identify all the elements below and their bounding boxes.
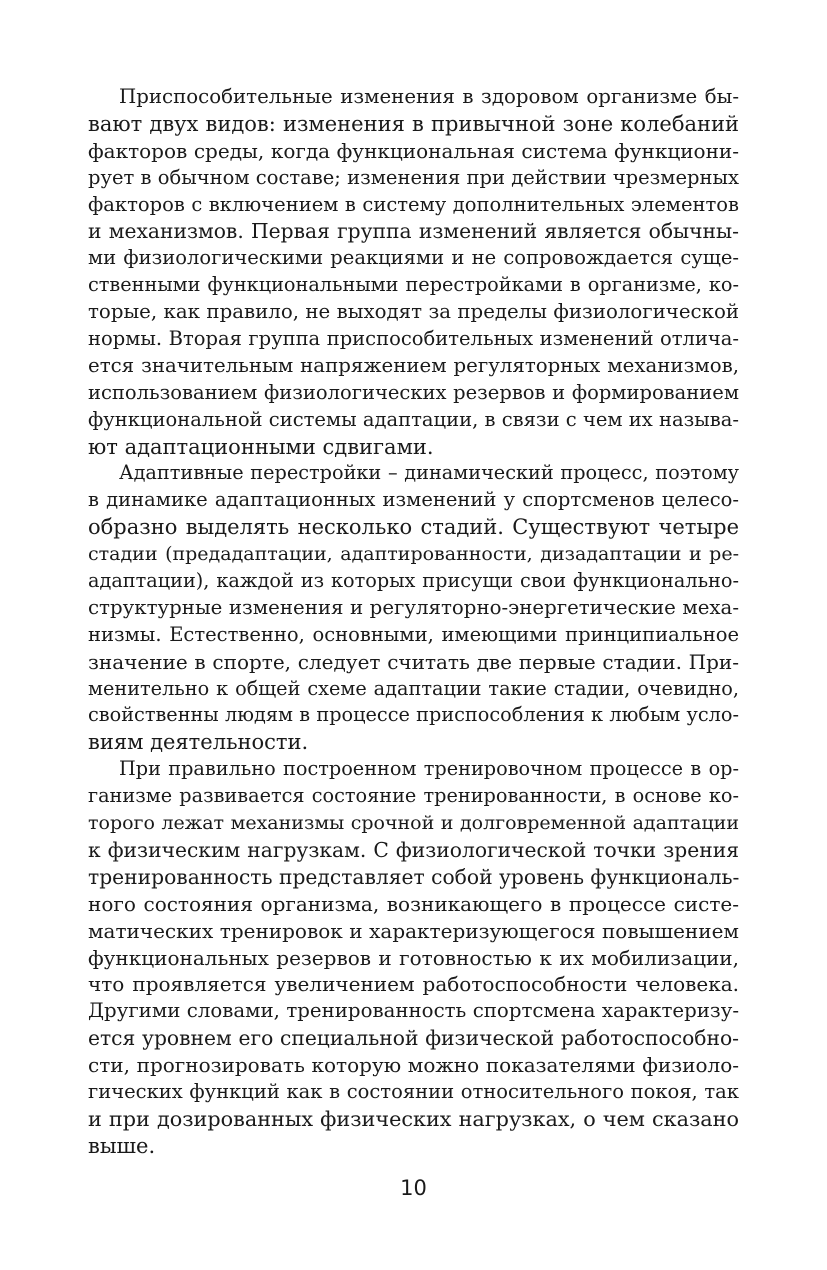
text-line: выше.	[88, 1133, 156, 1158]
text-line: стадии (предадаптации, адаптированности, дизадаптации и ре-	[88, 543, 739, 566]
text-line: и при дозированных физических нагрузках, о чем сказано	[88, 1106, 739, 1131]
text-line: менительно к общей схеме адаптации такие стадии, очевидно,	[88, 676, 739, 700]
text-line: При правильно построенном тренировочном процессе в ор-	[119, 757, 739, 781]
text-line: матических тренировок и характеризующегося повышением	[88, 918, 739, 943]
text-line: ного состояния организма, возникающего в процессе систе-	[88, 891, 739, 916]
text-line: торые, как правило, не выходят за пределы физиологической	[88, 300, 739, 324]
text-line: функциональной системы адаптации, в связи с чем их называ-	[88, 407, 739, 431]
text-line: использованием физиологических резервов и формированием	[88, 380, 739, 404]
text-line: ется уровнем его специальной физической работоспособно-	[88, 1026, 739, 1051]
text-line: ственными функциональными перестройками в организме, ко-	[88, 273, 739, 297]
paragraph-1	[88, 84, 739, 460]
text-line: сти, прогнозировать которую можно показателями физиоло-	[88, 1053, 739, 1078]
page-number: 10	[400, 1176, 427, 1200]
text-line: функциональных резервов и готовностью к их мобилизации,	[88, 945, 739, 970]
page-body	[88, 84, 739, 1160]
text-line: к физическим нагрузкам. С физиологической точки зрения	[88, 837, 739, 862]
text-line: нормы. Вторая группа приспособительных изменений отлича-	[88, 327, 739, 351]
text-line: Другими словами, тренированность спортсмена характеризу-	[88, 999, 739, 1023]
text-line: ми физиологическими реакциями и не сопровождается суще-	[88, 246, 739, 270]
text-line: низмы. Естественно, основными, имеющими принципиальное	[88, 622, 739, 646]
text-line: Адаптивные перестройки – динамический процесс, поэтому	[119, 461, 739, 485]
text-line: структурные изменения и регуляторно-энергетические меха-	[88, 595, 739, 619]
text-line: ется значительным напряжением регуляторных механизмов,	[88, 353, 739, 377]
text-line: факторов с включением в систему дополнительных элементов	[88, 192, 739, 216]
text-line: тренированность представляет собой уровень функциональ-	[88, 864, 740, 889]
text-line: ганизме развивается состояние тренированности, в основе ко-	[88, 784, 739, 808]
text-line: и механизмов. Первая группа изменений является обычны-	[88, 219, 739, 244]
text-line: рует в обычном составе; изменения при действии чрезмерных	[88, 165, 739, 189]
text-line: адаптации), каждой из которых присущи свои функционально-	[88, 569, 739, 593]
text-line: гических функций как в состоянии относительного покоя, так	[88, 1079, 739, 1103]
text-line: факторов среды, когда функциональная система функциони-	[88, 138, 739, 163]
text-line: вают двух видов: изменения в привычной зоне колебаний	[88, 111, 739, 136]
text-line: торого лежат механизмы срочной и долговременной адаптации	[88, 812, 739, 835]
text-line: что проявляется увеличением работоспособности человека.	[88, 972, 739, 997]
text-line: виям деятельности.	[88, 730, 309, 755]
text-line: Приспособительные изменения в здоровом организме бы-	[119, 85, 739, 108]
text-line: образно выделять несколько стадий. Существуют четыре	[88, 515, 739, 540]
text-line: значение в спорте, следует считать две первые стадии. При-	[88, 649, 739, 674]
text-line: в динамике адаптационных изменений у спортсменов целесо-	[88, 488, 739, 512]
paragraph-2	[88, 460, 739, 756]
text-line: ют адаптационными сдвигами.	[88, 434, 434, 459]
paragraph-3	[88, 756, 739, 1159]
text-line: свойственны людям в процессе приспособления к любым усло-	[88, 703, 739, 727]
